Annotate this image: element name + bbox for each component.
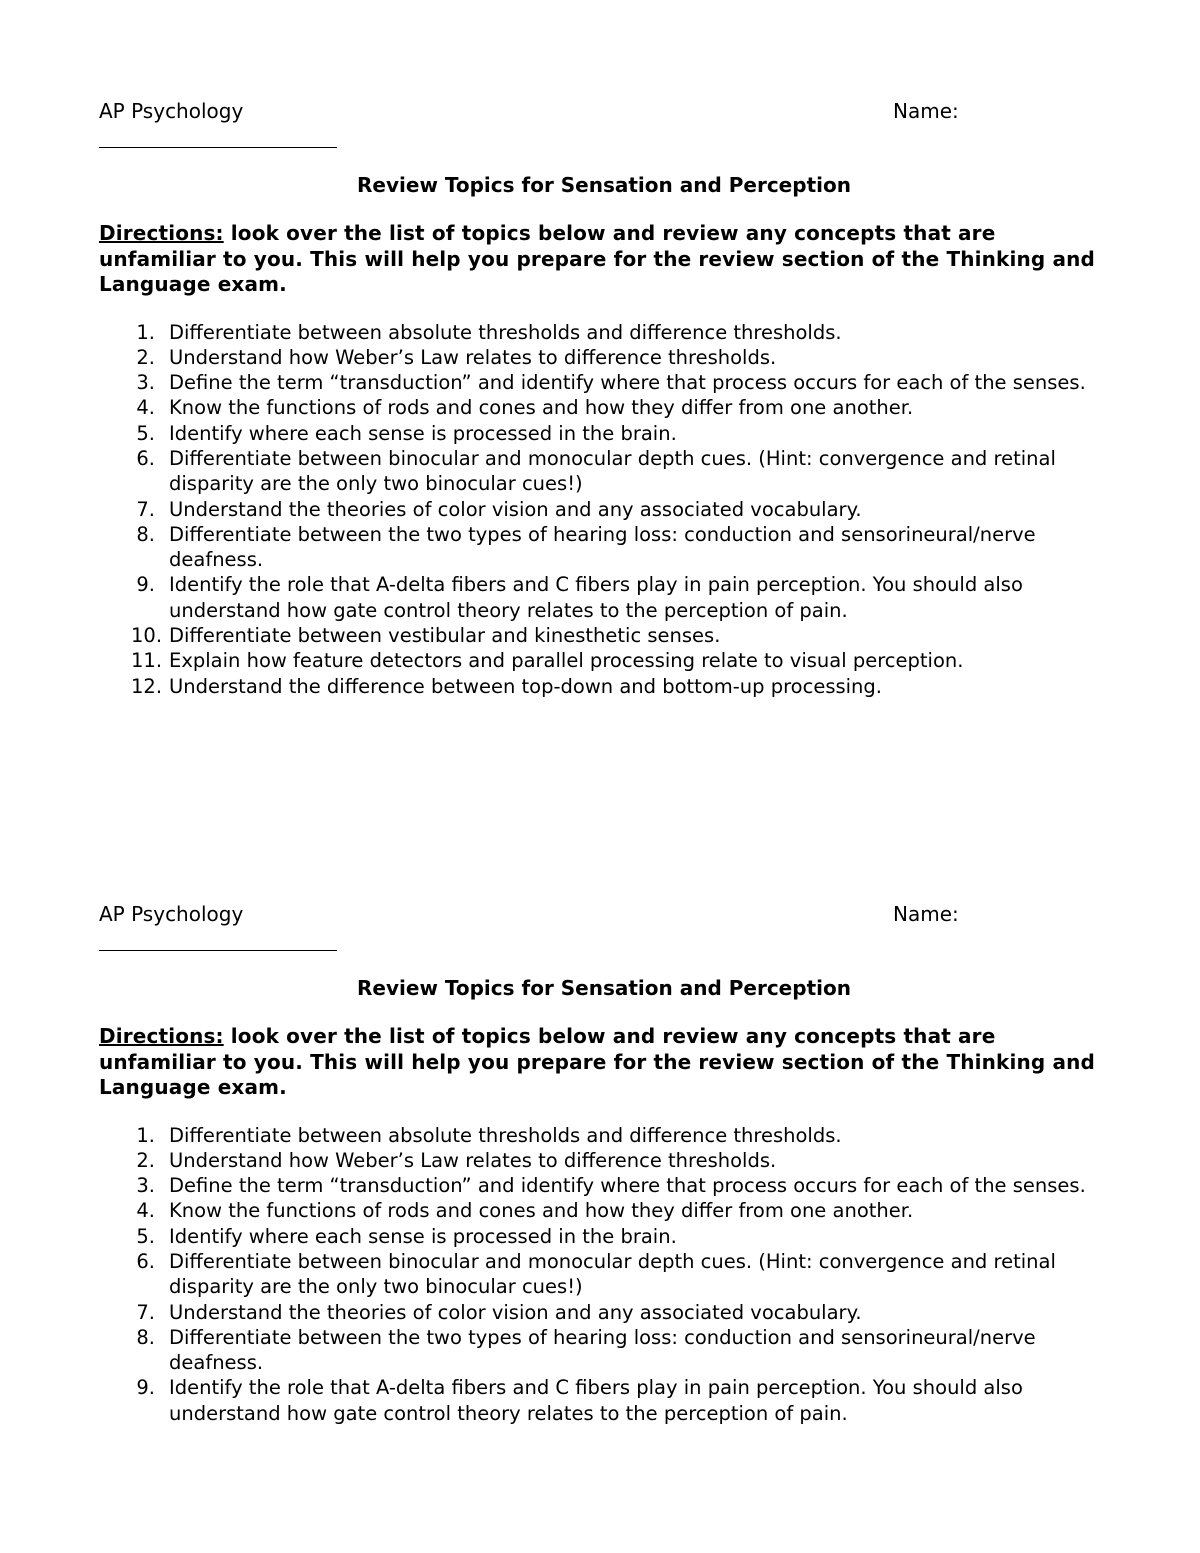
directions-text: look over the list of topics below and review any concepts that are unfamiliar to you. This will help you prepare for the review section of the Thinking and Language exam. bbox=[99, 1024, 1095, 1099]
directions bbox=[99, 221, 1109, 298]
list-item-text: Understand how Weber’s Law relates to difference thresholds. bbox=[169, 345, 777, 369]
list-item bbox=[99, 345, 1109, 370]
list-item-number: 11. bbox=[131, 649, 163, 673]
list-item-text: Define the term “transduction” and identify where that process occurs for each of the senses. bbox=[169, 371, 1086, 395]
list-item-number: 4. bbox=[136, 396, 155, 420]
list-item-number: 7. bbox=[136, 497, 155, 521]
list-item-text: Explain how feature detectors and parallel processing relate to visual perception. bbox=[169, 649, 964, 673]
list-item-number: 8. bbox=[136, 1325, 155, 1349]
directions-label: Directions: bbox=[99, 1024, 224, 1048]
list-item bbox=[99, 1249, 1109, 1300]
directions-label: Directions: bbox=[99, 221, 224, 245]
list-item-text: Identify the role that A-delta fibers and C fibers play in pain perception. You should also understand how gate control theory relates to the perception of pain. bbox=[169, 1376, 1023, 1425]
list-item-number: 9. bbox=[136, 1376, 155, 1400]
list-item bbox=[99, 370, 1109, 395]
list-item-text: Differentiate between the two types of hearing loss: conduction and sensorineural/nerve deafness. bbox=[169, 1325, 1036, 1375]
list-item-text: Know the functions of rods and cones and how they differ from one another. bbox=[169, 396, 914, 420]
list-item bbox=[99, 320, 1109, 345]
list-item-number: 2. bbox=[136, 1148, 155, 1172]
list-item-number: 3. bbox=[136, 371, 155, 395]
list-item-number: 6. bbox=[136, 446, 155, 470]
list-item-text: Differentiate between binocular and monocular depth cues. (Hint: convergence and retinal disparity are the only two binocular cues!) bbox=[169, 1249, 1056, 1299]
list-item-text: Differentiate between binocular and monocular depth cues. (Hint: convergence and retinal disparity are the only two binocular cues!) bbox=[169, 446, 1056, 496]
worksheet-section-2 bbox=[99, 900, 1109, 1426]
list-item bbox=[99, 623, 1109, 648]
course-name: AP Psychology bbox=[99, 902, 244, 926]
list-item-number: 7. bbox=[136, 1300, 155, 1324]
list-item-number: 3. bbox=[136, 1174, 155, 1198]
list-item bbox=[99, 1198, 1109, 1223]
list-item-text: Know the functions of rods and cones and how they differ from one another. bbox=[169, 1199, 914, 1223]
list-item bbox=[99, 1148, 1109, 1173]
list-item-number: 9. bbox=[136, 573, 155, 597]
list-item bbox=[99, 1300, 1109, 1325]
list-item-text: Identify where each sense is processed in the brain. bbox=[169, 421, 677, 445]
list-item bbox=[99, 1224, 1109, 1249]
directions-text: look over the list of topics below and review any concepts that are unfamiliar to you. This will help you prepare for the review section of the Thinking and Language exam. bbox=[99, 221, 1095, 296]
name-blank-line bbox=[99, 950, 337, 951]
list-item-text: Differentiate between absolute thresholds and difference thresholds. bbox=[169, 1123, 842, 1147]
name-label: Name: bbox=[893, 99, 959, 123]
list-item bbox=[99, 497, 1109, 522]
list-item-text: Differentiate between vestibular and kinesthetic senses. bbox=[169, 624, 721, 648]
topic-list bbox=[99, 1123, 1109, 1427]
header-row bbox=[99, 97, 1109, 127]
list-item bbox=[99, 1123, 1109, 1148]
list-item-text: Understand the difference between top-down and bottom-up processing. bbox=[169, 674, 882, 698]
page-title: Review Topics for Sensation and Perception bbox=[357, 173, 851, 197]
list-item bbox=[99, 1375, 1109, 1426]
course-name: AP Psychology bbox=[99, 99, 244, 123]
list-item bbox=[99, 1325, 1109, 1376]
list-item-number: 6. bbox=[136, 1249, 155, 1273]
list-item bbox=[99, 395, 1109, 420]
list-item-text: Define the term “transduction” and identify where that process occurs for each of the senses. bbox=[169, 1174, 1086, 1198]
list-item bbox=[99, 648, 1109, 673]
list-item bbox=[99, 446, 1109, 497]
list-item-number: 12. bbox=[131, 674, 163, 698]
list-item-text: Differentiate between absolute thresholds and difference thresholds. bbox=[169, 320, 842, 344]
list-item bbox=[99, 1173, 1109, 1198]
list-item-number: 2. bbox=[136, 345, 155, 369]
list-item-text: Understand the theories of color vision and any associated vocabulary. bbox=[169, 497, 862, 521]
header-row bbox=[99, 900, 1109, 930]
name-blank-line bbox=[99, 147, 337, 148]
list-item-number: 5. bbox=[136, 421, 155, 445]
list-item bbox=[99, 572, 1109, 623]
list-item-text: Identify where each sense is processed in the brain. bbox=[169, 1224, 677, 1248]
list-item-number: 5. bbox=[136, 1224, 155, 1248]
list-item-text: Understand the theories of color vision and any associated vocabulary. bbox=[169, 1300, 862, 1324]
list-item-text: Differentiate between the two types of hearing loss: conduction and sensorineural/nerve deafness. bbox=[169, 522, 1036, 572]
list-item bbox=[99, 522, 1109, 573]
list-item-number: 4. bbox=[136, 1199, 155, 1223]
list-item-number: 1. bbox=[136, 320, 155, 344]
name-label: Name: bbox=[893, 902, 959, 926]
topic-list bbox=[99, 320, 1109, 699]
list-item-number: 1. bbox=[136, 1123, 155, 1147]
page-title: Review Topics for Sensation and Perception bbox=[357, 976, 851, 1000]
list-item bbox=[99, 421, 1109, 446]
list-item bbox=[99, 674, 1109, 699]
list-item-text: Identify the role that A-delta fibers and C fibers play in pain perception. You should also understand how gate control theory relates to the perception of pain. bbox=[169, 573, 1023, 622]
list-item-number: 8. bbox=[136, 522, 155, 546]
directions bbox=[99, 1024, 1109, 1101]
worksheet-section-1 bbox=[99, 97, 1109, 699]
list-item-number: 10. bbox=[131, 624, 163, 648]
list-item-text: Understand how Weber’s Law relates to difference thresholds. bbox=[169, 1148, 777, 1172]
